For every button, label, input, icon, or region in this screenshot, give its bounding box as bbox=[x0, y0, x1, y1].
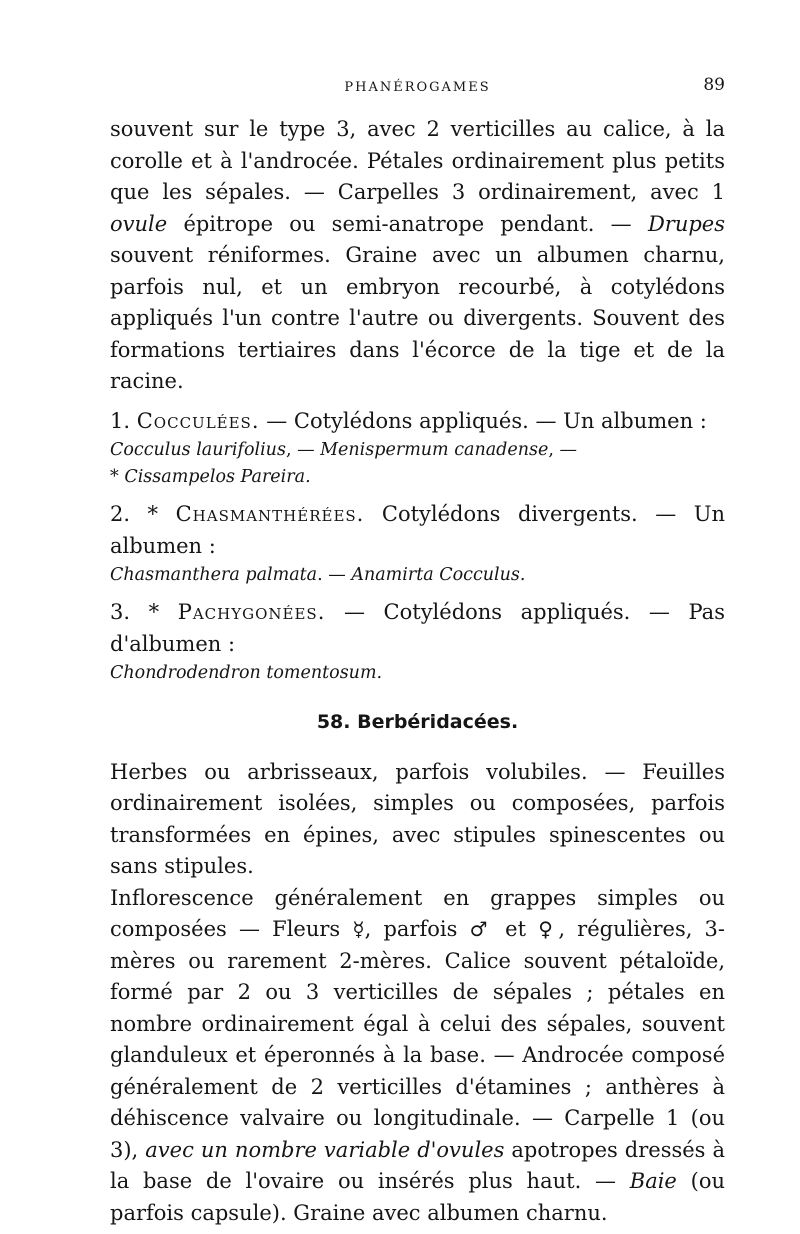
group-description: Cotylédons divergents. — Un albumen : bbox=[110, 502, 725, 558]
species-separator: , — bbox=[285, 440, 321, 460]
para-text: , régulières, 3-mères ou rarement 2-mères. Calice souvent pétaloïde, formé par 2 ou 3 verticilles de sépales ; pétales en nombre ordinairement égal à celui des sépales, souvent glanduleux et éperonnés à la base. — Androcée composé généralement de 2 verticilles d'étamines ; anthères à déhiscence valvaire ou longitudinale. — Carpelle 1 (ou 3), bbox=[110, 917, 726, 1162]
intro-text-2: épitrope ou semi-anatrope pendant. — bbox=[167, 211, 632, 236]
group-name: Chasmanthérées. bbox=[175, 502, 365, 526]
page-body bbox=[110, 114, 725, 1229]
group-name: Cocculées. bbox=[136, 408, 260, 433]
group-name: Pachygonées. bbox=[177, 600, 326, 624]
page-number: 89 bbox=[703, 75, 725, 95]
species-list bbox=[110, 437, 725, 491]
group-description: — Cotylédons appliqués. — Pas d'albumen : bbox=[110, 600, 725, 656]
para-text: apotropes dressés à la base de l'ovaire ou insérés plus haut. — bbox=[110, 1137, 725, 1193]
group-cocculees bbox=[110, 406, 725, 492]
intro-ovule: ovule bbox=[110, 211, 168, 236]
species-name: Anamirta Cocculus. bbox=[351, 565, 526, 585]
male-symbol-icon: ♂ bbox=[469, 917, 493, 941]
description-paragraph-2 bbox=[110, 883, 725, 1230]
species-list bbox=[110, 562, 725, 589]
species-name: Chondrodendron tomentosum. bbox=[110, 663, 383, 683]
para-text: , parfois bbox=[364, 917, 458, 941]
species-list bbox=[110, 660, 725, 687]
species-name: Menispermum canadense bbox=[320, 440, 549, 460]
species-separator: , — bbox=[548, 440, 577, 460]
para-italic: avec un nombre variable d'ovules bbox=[145, 1137, 505, 1162]
para-italic: Baie bbox=[629, 1169, 677, 1193]
intro-drupes: Drupes bbox=[647, 211, 725, 236]
intro-text-3: souvent réniformes. Graine avec un albumen charnu, parfois nul, et un embryon recourbé, à cotylédons appliqués l'un contre l'autre ou divergents. Souvent des formations tertiaires dans l'écorce de la tige et de la racine. bbox=[110, 243, 725, 393]
book-page bbox=[110, 60, 725, 1229]
group-number: 1. bbox=[110, 408, 131, 433]
group-pachygonees bbox=[110, 597, 725, 687]
group-chasmantherees bbox=[110, 499, 725, 589]
species-separator: . — bbox=[317, 565, 352, 585]
species-name: Chasmanthera palmata bbox=[110, 565, 318, 585]
section-heading: 58. Berbéridacées. bbox=[316, 711, 519, 733]
group-description: — Cotylédons appliqués. — Un albumen : bbox=[266, 408, 707, 433]
intro-paragraph bbox=[110, 114, 725, 398]
species-name: * Cissampelos Pareira. bbox=[110, 467, 311, 487]
page-header bbox=[110, 60, 725, 100]
intro-text-1: souvent sur le type 3, avec 2 verticilles au calice, à la corolle et à l'androcée. Pétales ordinairement plus petits que les sépales. — Carpelles 3 ordinairement, avec 1 bbox=[110, 117, 725, 204]
group-number: 2. * bbox=[110, 502, 159, 526]
running-title: PHANÉROGAMES bbox=[344, 80, 491, 95]
para-text: et bbox=[505, 917, 527, 941]
species-name: Cocculus laurifolius bbox=[110, 440, 286, 460]
para-text: (ou parfois capsule). Graine avec albumen charnu. bbox=[110, 1169, 725, 1225]
group-number: 3. * bbox=[110, 600, 160, 624]
description-paragraph-1: Herbes ou arbrisseaux, parfois volubiles. — Feuilles ordinairement isolées, simples ou composées, parfois transformées en épines, avec stipules spinescentes ou sans stipules. bbox=[110, 759, 725, 878]
bisexual-symbol-icon: ☿ bbox=[352, 917, 365, 941]
para-text: Inflorescence généralement en grappes simples ou composées — Fleurs bbox=[110, 885, 725, 941]
female-symbol-icon: ♀ bbox=[538, 917, 559, 941]
